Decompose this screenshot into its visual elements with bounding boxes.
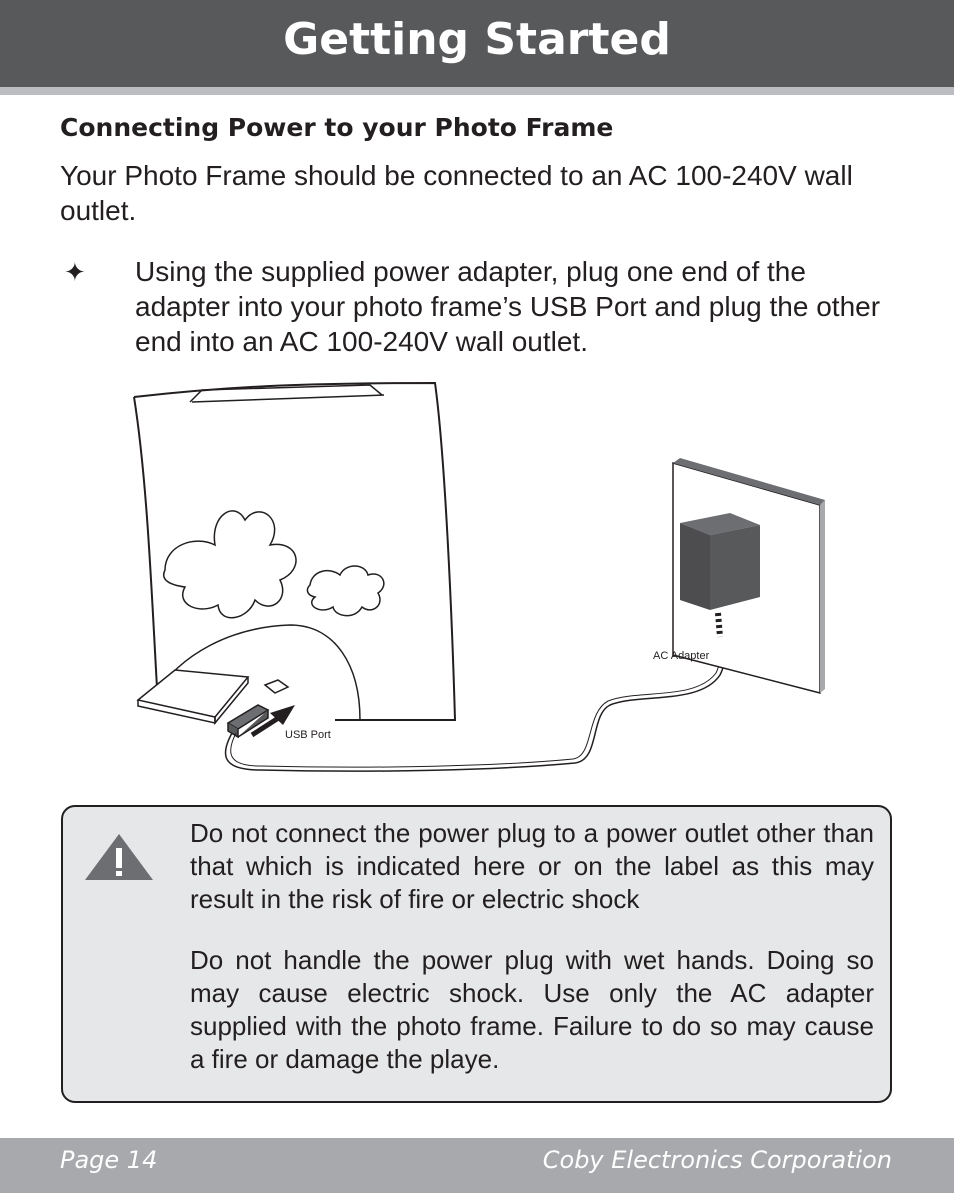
page-header <box>0 0 954 87</box>
section-heading: Connecting Power to your Photo Frame <box>60 113 614 142</box>
warning-paragraph-1: Do not connect the power plug to a power outlet other than that which is indicated here or on the label as this may result in the risk of fire or electric shock <box>190 818 874 914</box>
usb-port-label: USB Port <box>285 729 331 741</box>
bullet-star-icon: ✦ <box>64 257 86 287</box>
page-footer <box>0 1138 954 1193</box>
bullet-instruction: Using the supplied power adapter, plug one end of the adapter into your photo frame’s USB Port and plug the other end into an AC 100-240V wall outlet. <box>135 256 881 357</box>
page-title: Getting Started <box>283 14 671 65</box>
warning-paragraph-2: Do not handle the power plug with wet hands. Doing so may cause electric shock. Use only the AC adapter supplied with the photo frame. Failure to do so may cause a fire or damage the playe. <box>190 945 874 1074</box>
photo-frame-drawing <box>134 383 725 771</box>
header-divider <box>0 87 954 95</box>
company-name: Coby Electronics Corporation <box>542 1146 892 1174</box>
photo-frame-connection-illustration <box>120 375 840 785</box>
page-number: Page 14 <box>60 1146 158 1174</box>
intro-paragraph: Your Photo Frame should be connected to an AC 100-240V wall outlet. <box>60 160 853 226</box>
warning-box <box>61 805 892 1103</box>
warning-triangle-icon <box>83 832 155 882</box>
ac-adapter-label: AC Adapter <box>653 650 710 662</box>
